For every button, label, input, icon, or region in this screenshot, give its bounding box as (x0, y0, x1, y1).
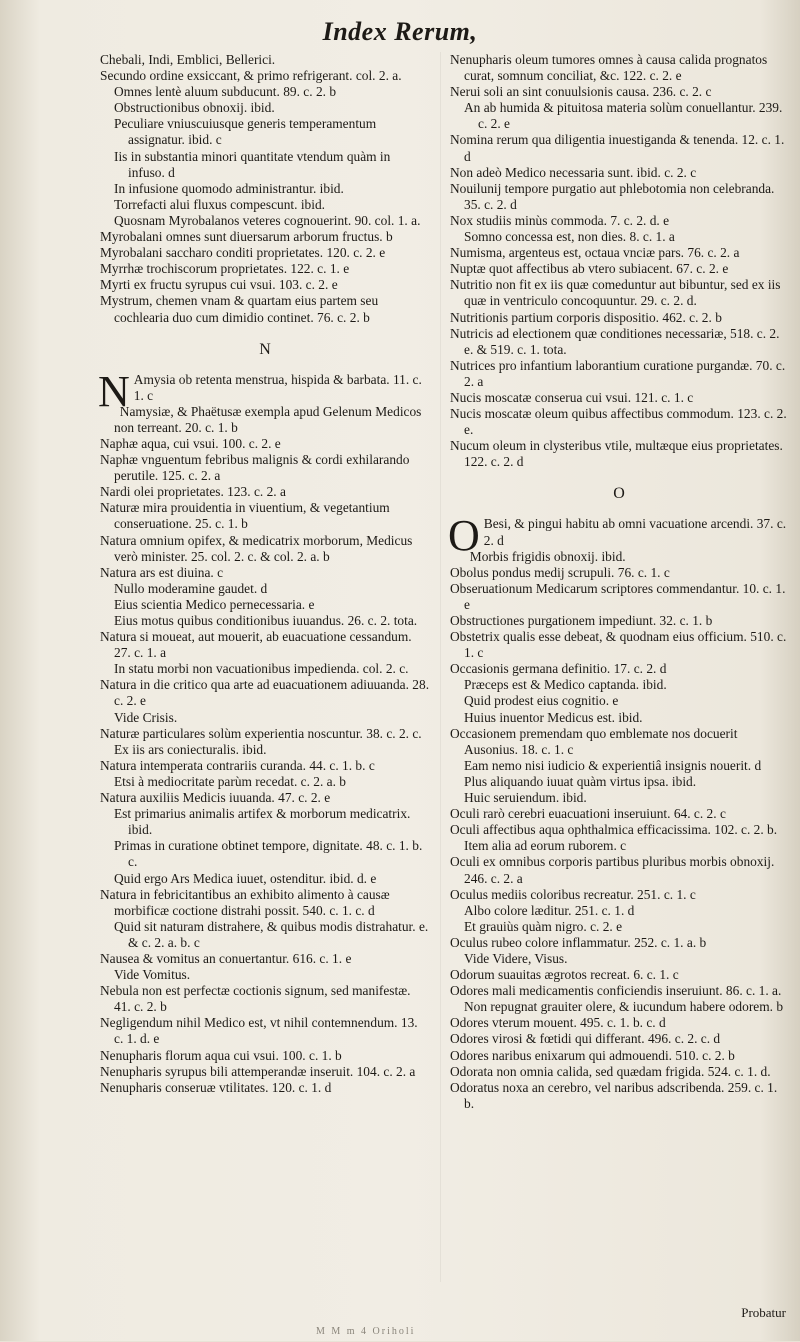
section-letter-o: O (613, 485, 625, 503)
index-entry: Odorum suauitas ægrotos recreat. 6. c. 1. c (450, 967, 679, 983)
first-entry-text: Amysia ob retenta menstrua, hispida & barbata. 11. c. 1. c (133, 371, 422, 403)
index-entry: Nucis moscatæ conserua cui vsui. 121. c. 1. c (450, 389, 694, 405)
index-entry: Naphæ vnguentum febribus malignis & cordi exhilarando perutile. 125. c. 2. a (100, 452, 410, 484)
index-entry: Odores mali medicamentis conficiendis inseruiunt. 86. c. 1. a. (450, 983, 782, 999)
catchword: Probatur (741, 1305, 786, 1320)
index-entry: Etsi à mediocritate parùm recedat. c. 2. a. b (114, 773, 347, 789)
index-entry: Obseruationum Medicarum scriptores commendantur. 10. c. 1. e (450, 580, 786, 612)
index-entry: Huius inuentor Medicus est. ibid. (464, 709, 643, 725)
index-entry: Nenupharis florum aqua cui vsui. 100. c. 1. b (100, 1047, 342, 1063)
index-entry: Nerui soli an sint conuulsionis causa. 236. c. 2. c (450, 84, 712, 100)
index-entry: Quosnam Myrobalanos veteres cognouerint. 90. col. 1. a. (114, 212, 421, 228)
index-entry: Nutritio non fit ex iis quæ comeduntur aut bibuntur, sed ex iis quæ in ventriculo concoquuntur. 29. c. 2. d. (450, 277, 781, 309)
index-entry: Nausea & vomitus an conuertantur. 616. c. 1. e (100, 950, 352, 966)
index-entry: Obstructionibus obnoxij. ibid. (114, 100, 275, 116)
index-entry: Morbis frigidis obnoxij. ibid. (469, 548, 626, 564)
index-entry: Nomina rerum qua diligentia inuestiganda & tenenda. 12. c. 1. d (450, 132, 785, 164)
index-entry: Nouilunij tempore purgatio aut phlebotomia non celebranda. 35. c. 2. d (450, 180, 775, 212)
index-entry: Somno concessa est, non dies. 8. c. 1. a (464, 229, 675, 245)
index-entry: An ab humida & pituitosa materia solùm conuellantur. 239. c. 2. e (464, 100, 783, 132)
index-entry: Odorata non omnia calida, sed quædam frigida. 524. c. 1. d. (450, 1063, 771, 1079)
index-entry: Primas in curatione obtinet tempore, dignitate. 48. c. 1. b. c. (114, 838, 423, 870)
index-entry: Eam nemo nisi iudicio & experientiâ insignis nouerit. d (464, 757, 762, 773)
index-entry: Natura ars est diuina. c (100, 564, 224, 580)
index-entry: Nutrices pro infantium laborantium curatione purgandæ. 70. c. 2. a (450, 357, 786, 389)
index-entry: Iis in substantia minori quantitate vtendum quàm in infuso. d (114, 148, 391, 180)
index-entry: Nucum oleum in clysteribus vtile, multæque eius proprietates. 122. c. 2. d (450, 438, 783, 470)
index-entry: Est primarius animalis artifex & morborum medicatrix. ibid. (114, 806, 411, 838)
page-title: Index Rerum, (322, 17, 478, 46)
index-entry: Præceps est & Medico captanda. ibid. (464, 677, 667, 693)
section-first-entry (98, 366, 430, 416)
index-entry: Odoratus noxa an cerebro, vel naribus adscribenda. 259. c. 1. b. (450, 1079, 778, 1111)
left-entries-top (100, 52, 430, 326)
index-entry: Namysiæ, & Phaëtusæ exempla apud Gelenum Medicos non terreant. 20. c. 1. b (114, 403, 422, 435)
index-entry: Vide Crisis. (114, 709, 178, 725)
index-entry: Nuptæ quot affectibus ab vtero subiacent. 67. c. 2. e (450, 261, 729, 277)
index-entry: Nenupharis oleum tumores omnes à causa calida prognatos curat, somnum conciliat, &c. 122. c. 2. e (450, 52, 768, 84)
index-entry: Odores vterum mouent. 495. c. 1. b. c. d (450, 1015, 666, 1031)
section-letter-n: N (259, 340, 271, 358)
index-entry: Huic seruiendum. ibid. (464, 790, 587, 806)
index-entry: Non adeò Medico necessaria sunt. ibid. c. 2. c (450, 164, 697, 180)
right-column (450, 52, 788, 1112)
index-entry: Myrti ex fructu syrupus cui vsui. 103. c. 2. e (100, 277, 338, 293)
index-entry: Nebula non est perfectæ coctionis signum, sed manifestæ. 41. c. 2. b (100, 983, 411, 1015)
index-entry: Chebali, Indi, Emblici, Bellerici. (100, 52, 276, 67)
index-entry: Nucis moscatæ oleum quibus affectibus commodum. 123. c. 2. e. (450, 406, 787, 438)
index-entry: Eius scientia Medico pernecessaria. e (114, 596, 315, 612)
index-entry: Nutritionis partium corporis dispositio. 462. c. 2. b (450, 309, 722, 325)
index-entry: Natura si moueat, aut mouerit, ab euacuatione cessandum. 27. c. 1. a (100, 629, 412, 661)
index-entry: Oculi affectibus aqua ophthalmica efficacissima. 102. c. 2. b. (450, 822, 778, 838)
signature-mark: M M m 4 Oriholi (316, 1326, 416, 1337)
dropcap-o: O (448, 511, 480, 561)
index-entry: Myrrhæ trochiscorum proprietates. 122. c. 1. e (100, 261, 350, 277)
index-entry: Oculi ex omnibus corporis partibus pluribus morbis obnoxij. 246. c. 2. a (450, 854, 775, 886)
index-entry: Item alia ad eorum ruborem. c (464, 838, 627, 854)
index-entry: Oculus mediis coloribus recreatur. 251. c. 1. c (450, 886, 696, 902)
index-entry: Obstructiones purgationem impediunt. 32. c. 1. b (450, 613, 713, 628)
index-entry: Nox studiis minùs commoda. 7. c. 2. d. e (450, 212, 670, 228)
index-entry: Nullo moderamine gaudet. d (114, 580, 268, 596)
index-entry: Myrobalani omnes sunt diuersarum arborum fructus. b (100, 229, 393, 245)
index-entry: Quid prodest eius cognitio. e (464, 693, 619, 709)
index-entry: Omnes lentè aluum subducunt. 89. c. 2. b (114, 84, 337, 100)
index-entry: Natura auxiliis Medicis iuuanda. 47. c. 2. e (100, 790, 331, 806)
right-entries-bottom (450, 549, 788, 1112)
index-entry: Natura omnium opifex, & medicatrix morborum, Medicus verò minister. 25. col. 2. c. & col. 2. a. b (100, 532, 413, 564)
index-entry: Eius motus quibus conditionibus iuuandus. 26. c. 2. tota. (114, 613, 418, 628)
index-entry: Et grauiùs quàm nigro. c. 2. e (464, 918, 623, 934)
index-entry: Naphæ aqua, cui vsui. 100. c. 2. e (100, 435, 281, 451)
index-columns (0, 52, 800, 1342)
index-entry: Nardi olei proprietates. 123. c. 2. a (100, 484, 286, 500)
index-entry: Naturæ particulares solùm experientia noscuntur. 38. c. 2. c. (100, 725, 422, 741)
left-column (100, 52, 430, 1096)
index-entry: Myrobalani saccharo conditi proprietates. 120. c. 2. e (100, 245, 386, 261)
index-entry: Obstetrix qualis esse debeat, & quodnam eius officium. 510. c. 1. c (450, 629, 787, 661)
index-entry: Albo colore læditur. 251. c. 1. d (464, 902, 635, 918)
left-entries-bottom (100, 404, 430, 1096)
index-entry: Negligendum nihil Medico est, vt nihil contemnendum. 13. c. 1. d. e (100, 1015, 418, 1047)
index-entry: Natura in febricitantibus an exhibito alimento à causæ morbificæ coctione distrahi possit. 540. c. 1. c. d (100, 886, 390, 918)
index-entry: Obolus pondus medij scrupuli. 76. c. 1. c (450, 564, 670, 580)
index-entry: Non repugnat grauiter olere, & iucundum habere odorem. b (464, 999, 784, 1015)
first-entry-text: Besi, & pingui habitu ab omni vacuatione arcendi. 37. c. 2. d (483, 516, 787, 548)
index-entry: Plus aliquando iuuat quàm virtus ipsa. ibid. (464, 773, 697, 789)
index-entry: Quid sit naturam distrahere, & quibus modis distrahatur. e. & c. 2. a. b. c (114, 918, 429, 950)
index-entry: Occasionis germana definitio. 17. c. 2. d (450, 661, 667, 677)
index-entry: Occasionem premendam quo emblemate nos docuerit Ausonius. 18. c. 1. c (450, 725, 738, 757)
dropcap-n: N (98, 366, 130, 416)
index-entry: Naturæ mira prouidentia in viuentium, & vegetantium conseruatione. 25. c. 1. b (100, 500, 390, 532)
index-entry: Vide Vomitus. (114, 967, 191, 983)
index-entry: Nenupharis syrupus bili attemperandæ inseruit. 104. c. 2. a (100, 1063, 416, 1079)
index-entry: Mystrum, chemen vnam & quartam eius partem seu cochlearia duo cum dimidio continet. 76. c. 2. b (100, 293, 379, 325)
index-entry: Torrefacti alui fluxus compescunt. ibid. (114, 196, 326, 212)
index-entry: Numisma, argenteus est, octaua vnciæ pars. 76. c. 2. a (450, 245, 740, 261)
index-entry: Oculi rarò cerebri euacuationi inseruiunt. 64. c. 2. c (450, 806, 726, 822)
index-entry: Vide Videre, Visus. (464, 950, 568, 966)
index-entry: Natura in die critico qua arte ad euacuationem adiuuanda. 28. c. 2. e (100, 677, 430, 709)
index-entry: Odores naribus enixarum qui admouendi. 510. c. 2. b (450, 1047, 735, 1063)
index-entry: In statu morbi non vacuationibus impedienda. col. 2. c. (114, 661, 409, 677)
index-entry: Odores virosi & fœtidi qui differant. 496. c. 2. c. d (450, 1031, 721, 1047)
index-entry: Nutricis ad electionem quæ conditiones necessariæ, 518. c. 2. e. & 519. c. 1. tota. (450, 325, 780, 357)
right-entries-top (450, 52, 788, 470)
index-entry: Oculus rubeo colore inflammatur. 252. c. 1. a. b (450, 934, 707, 950)
index-entry: Secundo ordine exsiccant, & primo refrigerant. col. 2. a. (100, 68, 402, 84)
index-entry: Quid ergo Ars Medica iuuet, ostenditur. ibid. d. e (114, 870, 377, 886)
index-entry: Peculiare vniuscuiusque generis temperamentum assignatur. ibid. c (114, 116, 377, 148)
index-entry: In infusione quomodo administrantur. ibid. (114, 180, 344, 196)
index-entry: Ex iis ars coniecturalis. ibid. (114, 741, 267, 757)
index-entry: Natura intemperata contrariis curanda. 44. c. 1. b. c (100, 757, 375, 773)
index-entry: Nenupharis conseruæ vtilitates. 120. c. 1. d (100, 1079, 332, 1095)
